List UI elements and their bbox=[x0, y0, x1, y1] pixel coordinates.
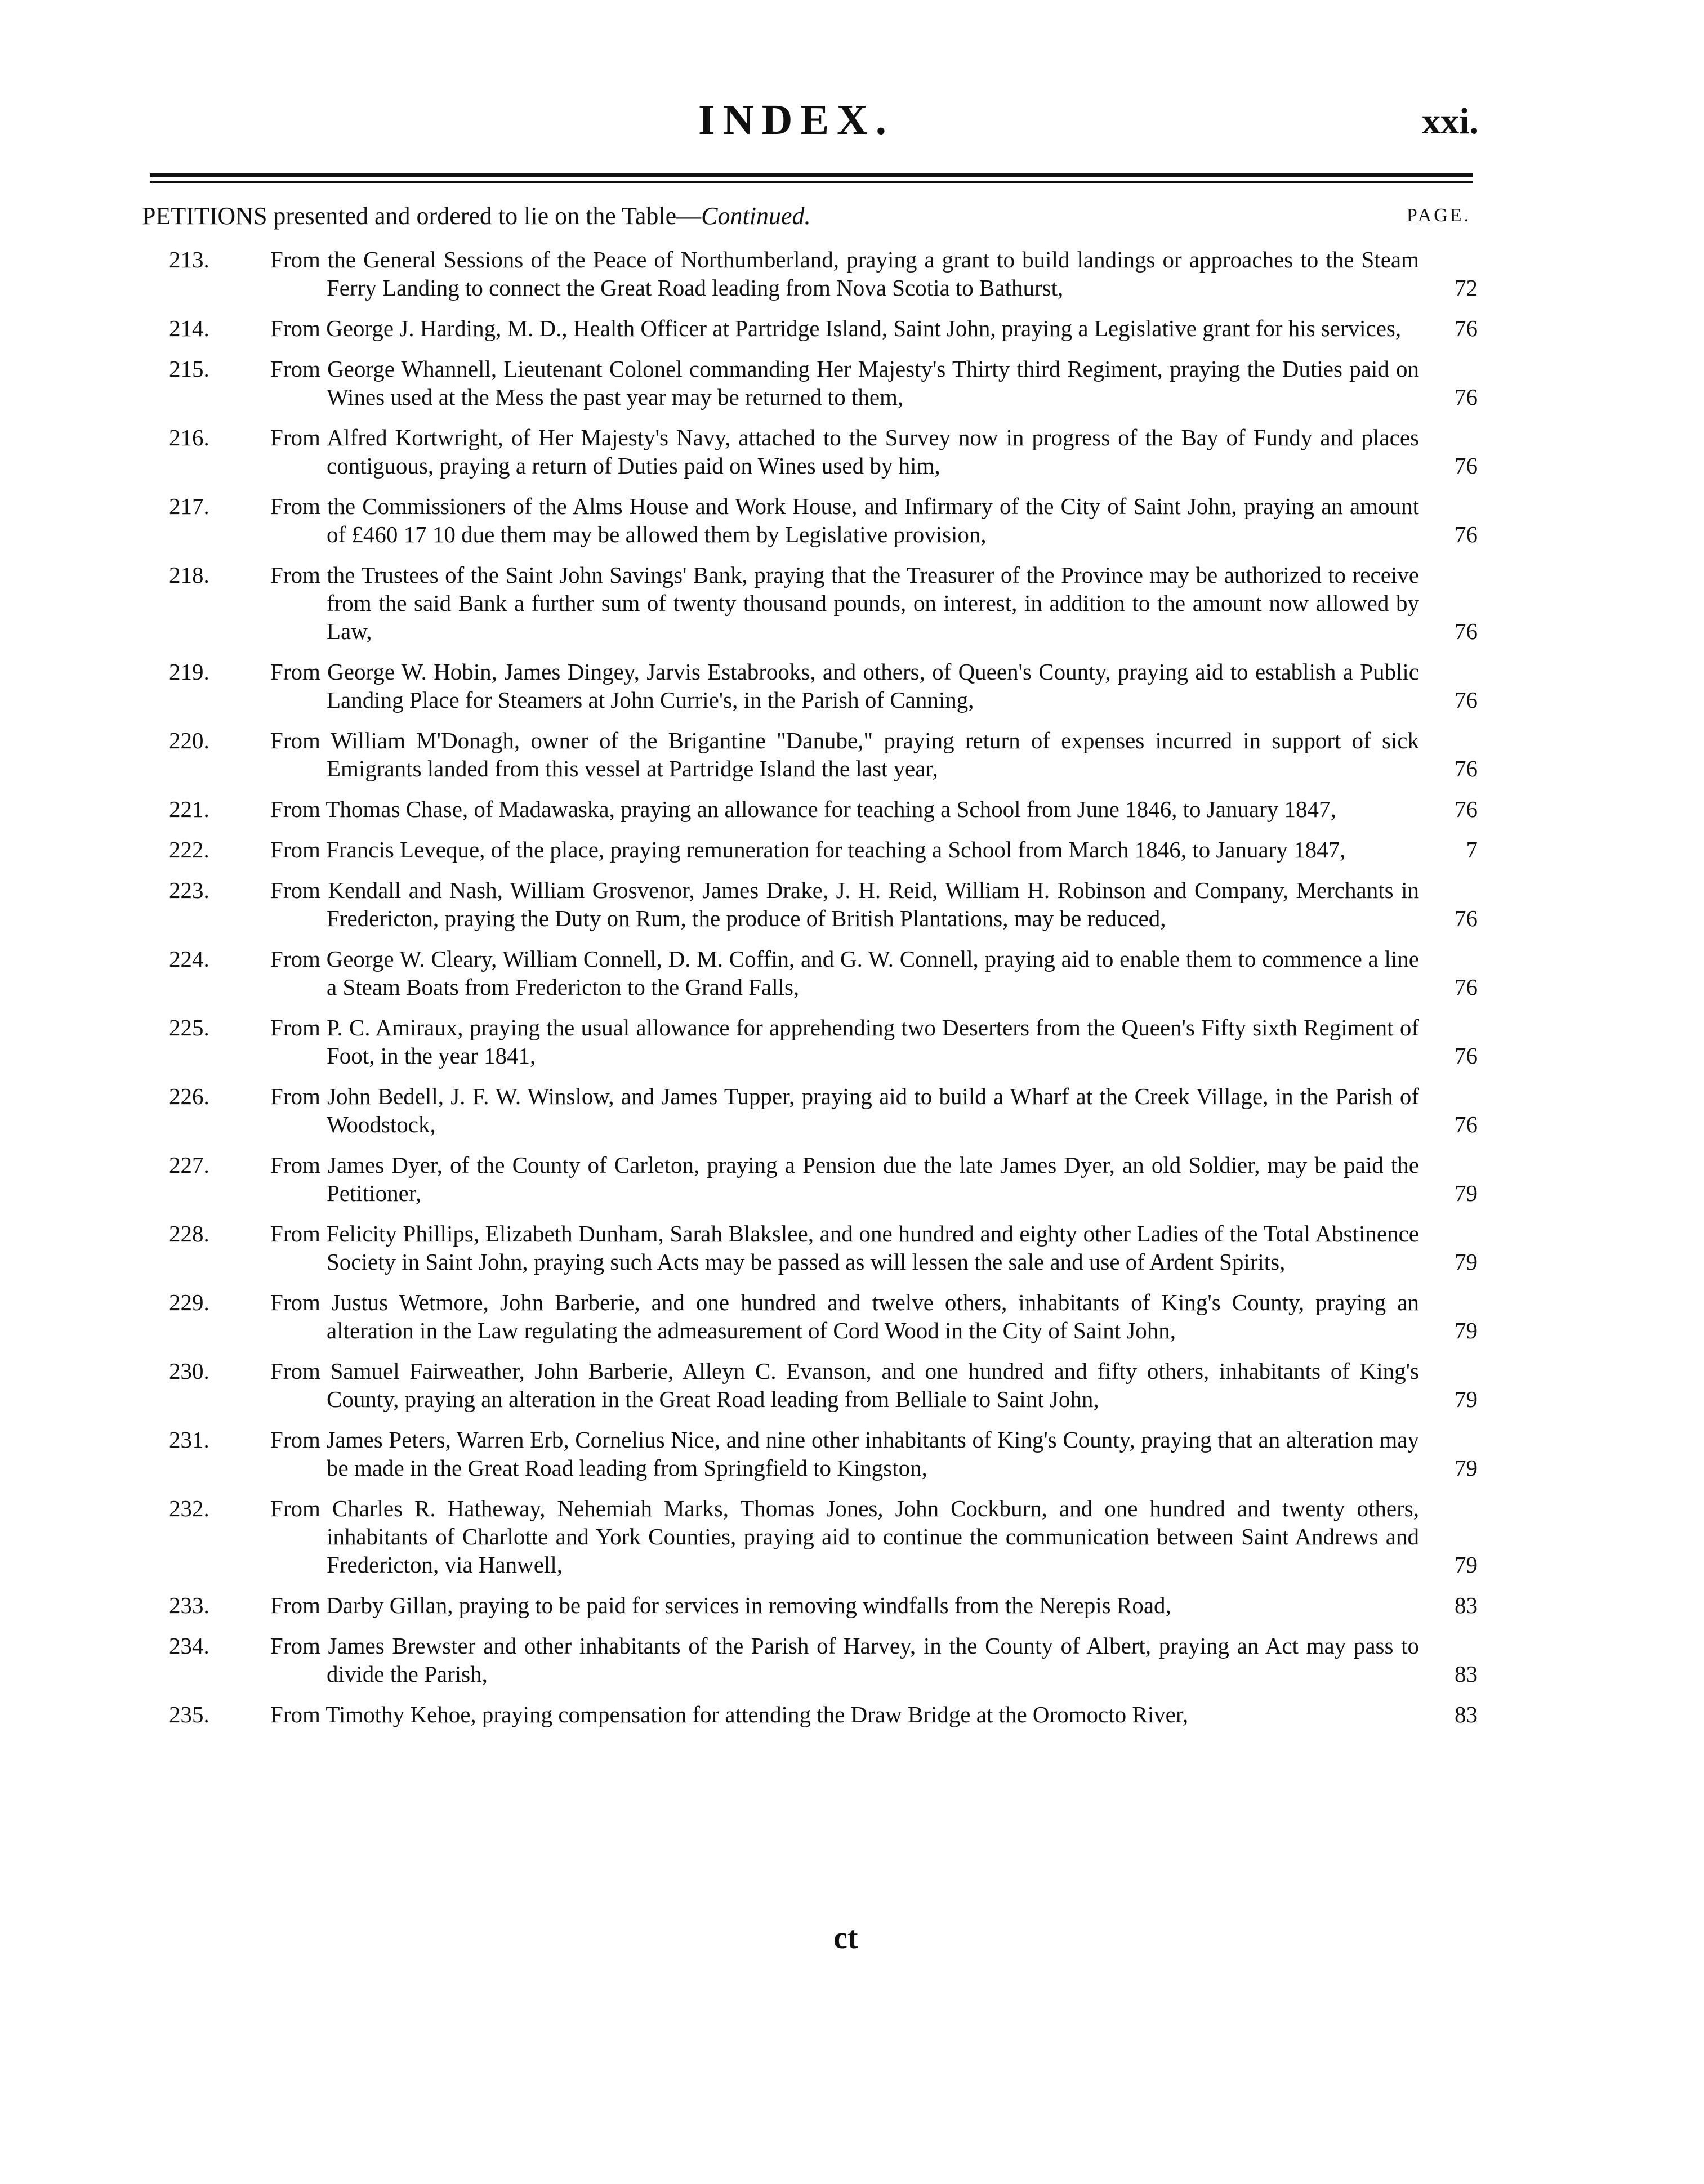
petition-page: 79 bbox=[1455, 1180, 1478, 1206]
petition-text: From James Brewster and other inhabitants of the Parish of Harvey, in the County of Albert, praying an Act may pass to divide the Parish, bbox=[270, 1633, 1419, 1687]
petition-page: 76 bbox=[1455, 453, 1478, 479]
section-title-continued: Continued. bbox=[701, 202, 811, 230]
petition-page: 76 bbox=[1455, 315, 1478, 341]
petition-entry bbox=[0, 658, 1704, 714]
petition-entry bbox=[0, 836, 1704, 864]
petition-text: From Kendall and Nash, William Grosvenor, James Drake, J. H. Reid, William H. Robinson and Company, Merchants in Fredericton, praying the Duty on Rum, the produce of British Plantations, may be reduced, bbox=[270, 877, 1419, 931]
petition-entry bbox=[0, 1288, 1704, 1345]
petition-number: 233. bbox=[169, 1592, 209, 1618]
petition-page: 76 bbox=[1455, 1043, 1478, 1069]
petition-entry bbox=[0, 1357, 1704, 1413]
section-title bbox=[142, 202, 811, 230]
petition-entry bbox=[0, 1082, 1704, 1138]
header-rule-thick bbox=[150, 173, 1473, 177]
petition-page: 76 bbox=[1455, 687, 1478, 713]
petition-page: 76 bbox=[1455, 1111, 1478, 1137]
petition-page: 72 bbox=[1455, 275, 1478, 301]
petition-text: From Justus Wetmore, John Barberie, and one hundred and twelve others, inhabitants of King's County, praying an alteration in the Law regulating the admeasurement of Cord Wood in the City of Saint John, bbox=[270, 1289, 1419, 1343]
petition-text: From George W. Hobin, James Dingey, Jarvis Estabrooks, and others, of Queen's County, praying aid to establish a Public Landing Place for Steamers at John Currie's, in the Parish of Canning, bbox=[270, 659, 1419, 713]
petition-text: From Thomas Chase, of Madawaska, praying an allowance for teaching a School from June 1846, to January 1847, bbox=[270, 796, 1336, 822]
petition-number: 224. bbox=[169, 946, 209, 972]
petition-entry bbox=[0, 423, 1704, 480]
petition-text: From Timothy Kehoe, praying compensation for attending the Draw Bridge at the Oromocto River, bbox=[270, 1701, 1189, 1727]
header-rule-thin bbox=[150, 181, 1473, 183]
petition-entry bbox=[0, 726, 1704, 783]
petition-number: 216. bbox=[169, 425, 209, 450]
petition-entry bbox=[0, 1013, 1704, 1070]
petition-text: From George J. Harding, M. D., Health Officer at Partridge Island, Saint John, praying a Legislative grant for his services, bbox=[270, 315, 1402, 341]
petition-page: 76 bbox=[1455, 796, 1478, 822]
petition-text: From Samuel Fairweather, John Barberie, Alleyn C. Evanson, and one hundred and fifty others, inhabitants of King's County, praying an alteration in the Great Road leading from Belliale to Saint John, bbox=[270, 1358, 1419, 1412]
petition-number: 227. bbox=[169, 1152, 209, 1178]
page-number: xxi. bbox=[1422, 101, 1479, 142]
petition-entry bbox=[0, 945, 1704, 1001]
page-header bbox=[0, 96, 1704, 158]
petition-entry bbox=[0, 314, 1704, 342]
petition-text: From John Bedell, J. F. W. Winslow, and James Tupper, praying aid to build a Wharf at the Creek Village, in the Parish of Woodstock, bbox=[270, 1083, 1419, 1137]
petition-text: From George Whannell, Lieutenant Colonel commanding Her Majesty's Thirty third Regiment, praying the Duties paid on Wines used at the Mess the past year may be returned to them, bbox=[270, 356, 1419, 410]
petition-number: 221. bbox=[169, 796, 209, 822]
page-title: INDEX. bbox=[698, 96, 894, 144]
petition-number: 215. bbox=[169, 356, 209, 382]
petition-number: 225. bbox=[169, 1015, 209, 1040]
section-title-main: PETITIONS presented and ordered to lie on the Table— bbox=[142, 202, 702, 230]
petition-number: 232. bbox=[169, 1495, 209, 1521]
petition-number: 223. bbox=[169, 877, 209, 903]
petition-text: From the General Sessions of the Peace of Northumberland, praying a grant to build landings or approaches to the Steam Ferry Landing to connect the Great Road leading from Nova Scotia to Bathurst, bbox=[270, 247, 1419, 301]
petition-page: 83 bbox=[1455, 1701, 1478, 1727]
petition-page: 79 bbox=[1455, 1455, 1478, 1481]
petition-number: 217. bbox=[169, 493, 209, 519]
petition-number: 230. bbox=[169, 1358, 209, 1384]
petition-number: 234. bbox=[169, 1633, 209, 1659]
petition-entry bbox=[0, 492, 1704, 548]
petition-page: 79 bbox=[1455, 1552, 1478, 1578]
petition-text: From Felicity Phillips, Elizabeth Dunham, Sarah Blakslee, and one hundred and eighty other Ladies of the Total Abstinence Society in Saint John, praying such Acts may be passed as will lessen the sale and use of Ardent Spirits, bbox=[270, 1221, 1419, 1275]
petition-text: From Darby Gillan, praying to be paid for services in removing windfalls from the Nerepis Road, bbox=[270, 1592, 1171, 1618]
petition-text: From Alfred Kortwright, of Her Majesty's Navy, attached to the Survey now in progress of the Bay of Fundy and places contiguous, praying a return of Duties paid on Wines used by him, bbox=[270, 425, 1419, 479]
petition-entry bbox=[0, 1632, 1704, 1688]
petition-number: 222. bbox=[169, 837, 209, 863]
petition-number: 226. bbox=[169, 1083, 209, 1109]
petition-number: 214. bbox=[169, 315, 209, 341]
petition-number: 229. bbox=[169, 1289, 209, 1315]
petition-page: 79 bbox=[1455, 1386, 1478, 1412]
petition-entry bbox=[0, 245, 1704, 302]
petition-text: From George W. Cleary, William Connell, D. M. Coffin, and G. W. Connell, praying aid to enable them to commence a line a Steam Boats from Fredericton to the Grand Falls, bbox=[270, 946, 1419, 1000]
petition-text: From William M'Donagh, owner of the Brigantine "Danube," praying return of expenses incurred in support of sick Emigrants landed from this vessel at Partridge Island the last year, bbox=[270, 727, 1419, 781]
signature-mark: ct bbox=[833, 1921, 858, 1955]
petition-entry bbox=[0, 1426, 1704, 1482]
petition-text: From Francis Leveque, of the place, praying remuneration for teaching a School from March 1846, to January 1847, bbox=[270, 837, 1346, 863]
petition-page: 76 bbox=[1455, 974, 1478, 1000]
petition-number: 220. bbox=[169, 727, 209, 753]
petition-entry bbox=[0, 561, 1704, 645]
petition-text: From James Dyer, of the County of Carleton, praying a Pension due the late James Dyer, an old Soldier, may be paid the Petitioner, bbox=[270, 1152, 1419, 1206]
petition-number: 219. bbox=[169, 659, 209, 685]
petition-entry bbox=[0, 1700, 1704, 1729]
petition-text: From James Peters, Warren Erb, Cornelius Nice, and nine other inhabitants of King's County, praying that an alteration may be made in the Great Road leading from Springfield to Kingston, bbox=[270, 1427, 1419, 1481]
petition-page: 76 bbox=[1455, 756, 1478, 781]
petition-number: 231. bbox=[169, 1427, 209, 1453]
petition-page: 7 bbox=[1466, 837, 1478, 863]
petition-number: 213. bbox=[169, 247, 209, 273]
section-heading bbox=[142, 202, 1471, 235]
petition-entry bbox=[0, 1151, 1704, 1207]
petition-page: 79 bbox=[1455, 1249, 1478, 1275]
petition-page: 76 bbox=[1455, 905, 1478, 931]
petition-number: 235. bbox=[169, 1701, 209, 1727]
petition-entry bbox=[0, 876, 1704, 932]
petition-text: From Charles R. Hatheway, Nehemiah Marks, Thomas Jones, John Cockburn, and one hundred and twenty others, inhabitants of Charlotte and York Counties, praying aid to continue the communication between Saint Andrews and Fredericton, via Hanwell, bbox=[270, 1495, 1419, 1578]
petition-page: 76 bbox=[1455, 384, 1478, 410]
page-column-label: PAGE. bbox=[1406, 205, 1471, 226]
petition-page: 79 bbox=[1455, 1317, 1478, 1343]
petition-page: 83 bbox=[1455, 1661, 1478, 1687]
petition-text: From the Commissioners of the Alms House and Work House, and Infirmary of the City of Saint John, praying an amount of £460 17 10 due them may be allowed them by Legislative provision, bbox=[270, 493, 1419, 547]
petition-page: 76 bbox=[1455, 521, 1478, 547]
petition-entry bbox=[0, 795, 1704, 823]
petition-text: From P. C. Amiraux, praying the usual allowance for apprehending two Deserters from the Queen's Fifty sixth Regiment of Foot, in the year 1841, bbox=[270, 1015, 1419, 1069]
petition-entry bbox=[0, 355, 1704, 411]
petition-entry bbox=[0, 1220, 1704, 1276]
petition-entry bbox=[0, 1591, 1704, 1619]
petition-number: 218. bbox=[169, 562, 209, 588]
petition-entry bbox=[0, 1494, 1704, 1579]
petition-page: 76 bbox=[1455, 618, 1478, 644]
petition-page: 83 bbox=[1455, 1592, 1478, 1618]
petition-list bbox=[0, 245, 1704, 1741]
petition-number: 228. bbox=[169, 1221, 209, 1247]
petition-text: From the Trustees of the Saint John Savings' Bank, praying that the Treasurer of the Province may be authorized to receive from the said Bank a further sum of twenty thousand pounds, on interest, in addition to the amount now allowed by Law, bbox=[270, 562, 1419, 644]
